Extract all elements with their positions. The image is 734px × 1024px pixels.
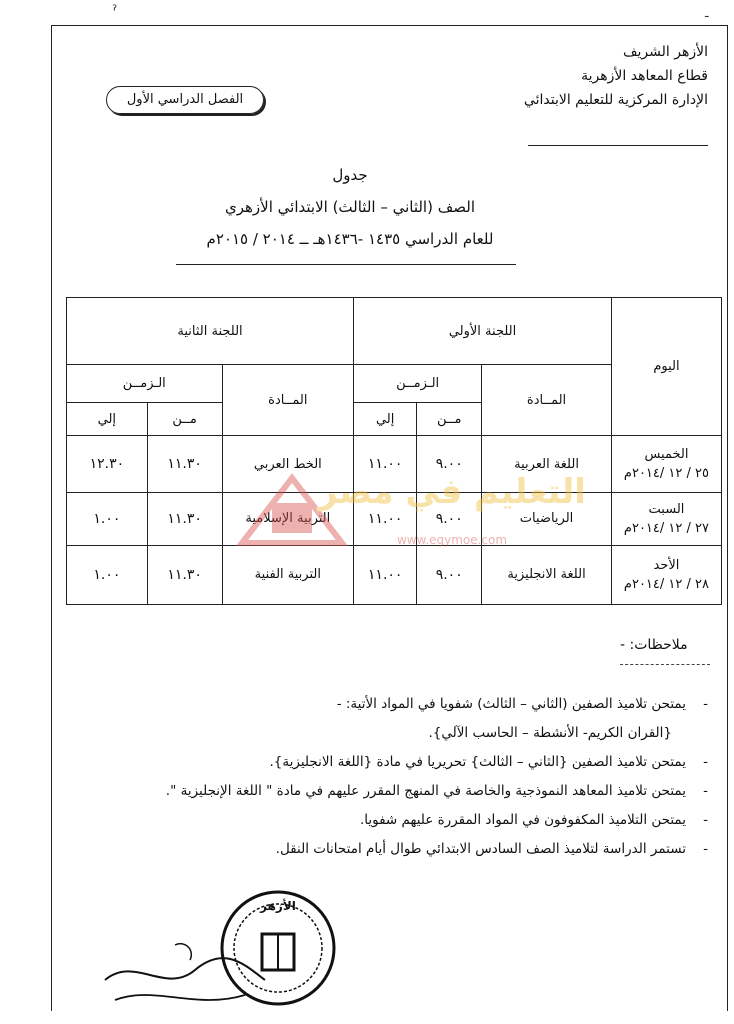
table-row — [67, 436, 722, 492]
day-date: ٢٨ / ١٢ /٢٠١٤م — [623, 576, 710, 592]
table-row — [67, 492, 722, 545]
c2-subject: الخط العربي — [222, 436, 354, 492]
c2-to: ١٢.٣٠ — [67, 436, 148, 492]
c1-subject: اللغة العربية — [482, 436, 612, 492]
org-line-3: الإدارة المركزية للتعليم الابتدائي — [523, 92, 708, 108]
c1-time-header: الـزمــن — [354, 365, 482, 403]
note-text: تستمر الدراسة لتلاميذ الصف السادس الابتدائي طوال أيام امتحانات النقل. — [275, 841, 686, 857]
c1-from: ٩.٠٠ — [417, 492, 482, 545]
day-cell — [611, 492, 721, 545]
c2-time-header: الـزمــن — [67, 365, 223, 403]
notes-list — [92, 690, 712, 864]
watermark-url: www.egymoe.com — [396, 533, 508, 547]
list-item: - يمتحن تلاميذ المعاهد النموذجية والخاصة في المنهج المقرر عليهم في مادة " اللغة الإنجليزية ". — [165, 783, 708, 799]
day-name: السبت — [648, 501, 685, 517]
note-text: يمتحن تلاميذ الصفين (الثاني – الثالث) شفويا في المواد الأتية: - — [336, 696, 686, 712]
c1-from: ٩.٠٠ — [417, 545, 482, 604]
c2-to: ١.٠٠ — [67, 545, 148, 604]
committee-2-header: اللجنة الثانية — [67, 298, 354, 365]
note-text: يمتحن تلاميذ المعاهد النموذجية والخاصة في المنهج المقرر عليهم في مادة " اللغة الإنجليزية ". — [165, 783, 686, 799]
list-item: - يمتحن تلاميذ الصفين (الثاني – الثالث) شفويا في المواد الأتية: - — [336, 696, 708, 712]
day-name: الأحد — [653, 557, 680, 573]
c2-from-header: مــن — [147, 403, 222, 436]
c1-subject-header: المــادة — [482, 365, 612, 436]
organization-header — [478, 40, 708, 112]
seal-text: الأزهر — [260, 899, 296, 913]
org-line-1: الأزهر الشريف — [623, 44, 708, 60]
list-item: - يمتحن تلاميذ الصفين {الثاني – الثالث} تحريريا في مادة {اللغة الانجليزية}. — [269, 754, 708, 770]
c2-from: ١١.٣٠ — [147, 545, 222, 604]
notes-title-underline — [620, 664, 710, 665]
header-underline — [528, 145, 708, 146]
note-text: يمتحن التلاميذ المكفوفون في المواد المقررة عليهم شفويا. — [359, 812, 686, 828]
doc-subtitle: الصف (الثاني – الثالث) الابتدائي الأزهري — [225, 198, 475, 216]
table-row — [67, 545, 722, 604]
day-header: اليوم — [611, 298, 721, 436]
top-right-mark: ـ — [705, 6, 709, 20]
academic-year: للعام الدراسي ١٤٣٥ -١٤٣٦هـ ــ ٢٠١٤ / ٢٠١٥م — [206, 230, 494, 248]
notes-title: ملاحظات: - — [620, 637, 688, 653]
list-item — [92, 719, 712, 748]
list-item: - يمتحن التلاميذ المكفوفون في المواد المقررة عليهم شفويا. — [359, 812, 708, 828]
c2-to-header: إلي — [67, 403, 148, 436]
day-date: ٢٥ / ١٢ /٢٠١٤م — [623, 466, 710, 481]
doc-title: جدول — [332, 166, 368, 184]
c1-subject: اللغة الانجليزية — [482, 545, 612, 604]
c2-to: ١.٠٠ — [67, 492, 148, 545]
org-line-2: قطاع المعاهد الأزهرية — [581, 68, 708, 84]
c1-to: ١١.٠٠ — [354, 436, 417, 492]
title-underline — [176, 264, 516, 265]
day-cell — [611, 545, 721, 604]
watermark-text: التعليم في مصر — [318, 472, 586, 512]
c2-from: ١١.٣٠ — [147, 492, 222, 545]
handwritten-signature — [95, 925, 275, 1015]
c1-to-header: إلي — [354, 403, 417, 436]
c1-to: ١١.٠٠ — [354, 545, 417, 604]
corner-mark: ˀ — [112, 3, 118, 19]
note-text: يمتحن تلاميذ الصفين {الثاني – الثالث} تحريريا في مادة {اللغة الانجليزية}. — [269, 754, 686, 770]
c2-from: ١١.٣٠ — [147, 436, 222, 492]
c2-subject: التربية الإسلامية — [222, 492, 354, 545]
c1-from: ٩.٠٠ — [417, 436, 482, 492]
c1-to: ١١.٠٠ — [354, 492, 417, 545]
c1-subject: الرياضيات — [482, 492, 612, 545]
c2-subject-header: المــادة — [222, 365, 354, 436]
committee-1-header: اللجنة الأولي — [354, 298, 612, 365]
note-text: {القران الكريم- الأنشطة – الحاسب الآلي}. — [428, 725, 672, 741]
term-label: الفصل الدراسي الأول — [106, 86, 264, 114]
c2-subject: التربية الفنية — [222, 545, 354, 604]
day-date: ٢٧ / ١٢ /٢٠١٤م — [623, 520, 710, 536]
day-name: الخميس — [644, 447, 689, 462]
list-item: - تستمر الدراسة لتلاميذ الصف السادس الابتدائي طوال أيام امتحانات النقل. — [275, 841, 708, 857]
exam-schedule-table — [66, 297, 722, 605]
day-cell — [611, 436, 721, 492]
c1-from-header: مــن — [417, 403, 482, 436]
